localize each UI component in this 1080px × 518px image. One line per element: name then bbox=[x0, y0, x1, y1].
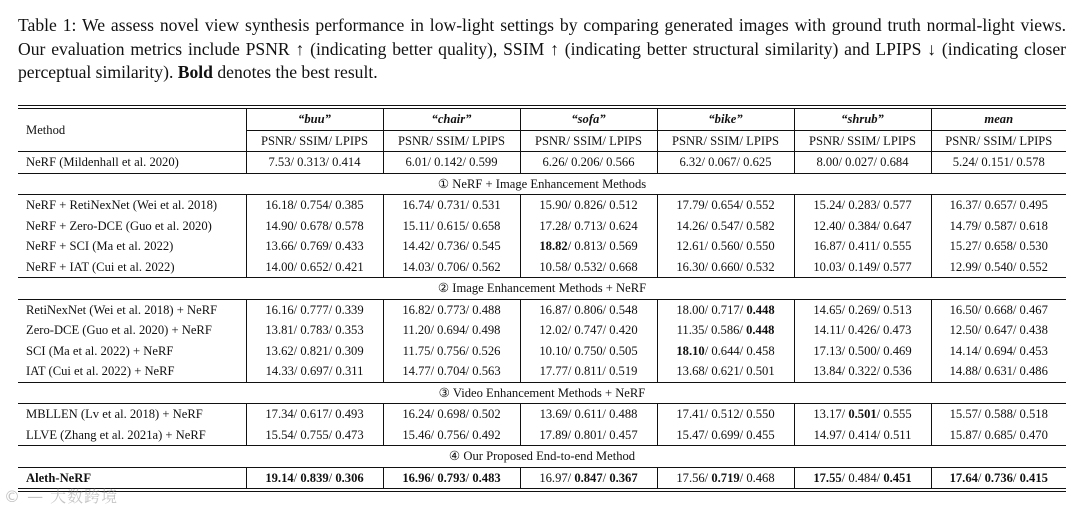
value-segment: 16.18/ 0.754/ 0.385 bbox=[265, 198, 364, 212]
metric-cell bbox=[383, 425, 520, 446]
table-row bbox=[18, 467, 1066, 488]
caption-suffix: denotes the best result. bbox=[212, 62, 378, 82]
table-caption bbox=[18, 14, 1066, 85]
metric-cell bbox=[383, 320, 520, 341]
value-segment: 13.17/ bbox=[813, 407, 849, 421]
value-segment: 10.03/ 0.149/ 0.577 bbox=[813, 259, 912, 274]
value-segment: 16.37/ 0.657/ 0.495 bbox=[949, 198, 1048, 212]
value-segment: 14.00/ 0.652/ 0.421 bbox=[265, 259, 364, 274]
value-segment: / bbox=[1012, 470, 1020, 485]
metric-cell bbox=[794, 299, 931, 320]
metric-cell bbox=[520, 257, 657, 278]
metric-cell bbox=[246, 236, 383, 257]
method-header: Method bbox=[26, 122, 66, 137]
value-segment: 16.87/ 0.411/ 0.555 bbox=[813, 239, 912, 253]
metric-header: PSNR/ SSIM/ LPIPS bbox=[794, 130, 931, 152]
value-segment: 17.56/ bbox=[676, 470, 712, 485]
metric-cell bbox=[657, 425, 794, 446]
metric-cell bbox=[657, 195, 794, 216]
metric-cell bbox=[246, 467, 383, 488]
metric-cell bbox=[246, 361, 383, 382]
value-segment: 11.75/ 0.756/ 0.526 bbox=[402, 343, 501, 358]
metric-cell bbox=[931, 152, 1066, 174]
table-body bbox=[18, 152, 1066, 489]
caption-bold-word: Bold bbox=[177, 62, 213, 82]
scene-header: “bike” bbox=[657, 109, 794, 130]
value-segment: 6.32/ 0.067/ 0.625 bbox=[679, 155, 772, 169]
table-row bbox=[18, 257, 1066, 278]
value-segment: 16.97/ bbox=[539, 470, 575, 485]
value-segment: 14.90/ 0.678/ 0.578 bbox=[265, 218, 364, 233]
best-value: 16.96 bbox=[402, 470, 431, 485]
value-segment: 12.40/ 0.384/ 0.647 bbox=[813, 218, 912, 233]
bottom-double-rule bbox=[18, 488, 1066, 492]
value-segment: 14.88/ 0.631/ 0.486 bbox=[949, 364, 1048, 378]
value-segment: 14.42/ 0.736/ 0.545 bbox=[402, 239, 501, 253]
value-segment: 16.24/ 0.698/ 0.502 bbox=[402, 407, 501, 421]
value-segment: / bbox=[328, 470, 336, 485]
value-segment: 17.79/ 0.654/ 0.552 bbox=[676, 198, 775, 212]
method-name: NeRF + IAT (Cui et al. 2022) bbox=[26, 259, 175, 274]
metric-cell bbox=[246, 404, 383, 425]
metric-cell bbox=[931, 257, 1066, 278]
best-value: 17.55 bbox=[813, 470, 842, 485]
best-value: 0.306 bbox=[335, 470, 364, 485]
metric-cell bbox=[794, 341, 931, 362]
value-segment: 12.99/ 0.540/ 0.552 bbox=[949, 259, 1048, 274]
value-segment: 12.61/ 0.560/ 0.550 bbox=[676, 239, 775, 253]
metric-cell bbox=[657, 216, 794, 237]
metric-cell bbox=[931, 299, 1066, 320]
value-segment: 18.00/ 0.717/ bbox=[676, 302, 747, 317]
value-segment: 14.97/ 0.414/ 0.511 bbox=[813, 427, 912, 442]
table-row bbox=[18, 299, 1066, 320]
metric-cell bbox=[931, 404, 1066, 425]
value-segment: 16.30/ 0.660/ 0.532 bbox=[676, 259, 775, 274]
value-segment: / bbox=[465, 470, 473, 485]
metric-cell bbox=[520, 341, 657, 362]
metric-cell bbox=[246, 195, 383, 216]
value-segment: 17.34/ 0.617/ 0.493 bbox=[265, 407, 364, 421]
scene-header: mean bbox=[931, 109, 1066, 130]
method-name: RetiNexNet (Wei et al. 2018) + NeRF bbox=[18, 299, 246, 320]
value-segment: 6.26/ 0.206/ 0.566 bbox=[542, 155, 635, 169]
best-value: 0.501 bbox=[848, 407, 877, 421]
metric-cell bbox=[931, 216, 1066, 237]
best-value: 0.839 bbox=[300, 470, 329, 485]
value-segment: 12.50/ 0.647/ 0.438 bbox=[949, 323, 1048, 337]
metric-cell bbox=[246, 152, 383, 174]
best-value: 0.793 bbox=[437, 470, 466, 485]
value-segment: 15.47/ 0.699/ 0.455 bbox=[676, 427, 775, 442]
table-row bbox=[18, 320, 1066, 341]
section-title: ④ Our Proposed End-to-end Method bbox=[18, 446, 1066, 468]
method-name: Zero-DCE (Guo et al. 2020) + NeRF bbox=[26, 323, 212, 337]
table-row bbox=[18, 216, 1066, 237]
value-segment: 7.53/ 0.313/ 0.414 bbox=[268, 155, 361, 169]
value-segment: / bbox=[602, 470, 610, 485]
metric-cell bbox=[794, 404, 931, 425]
value-segment: 13.84/ 0.322/ 0.536 bbox=[813, 364, 912, 378]
value-segment: 13.69/ 0.611/ 0.488 bbox=[539, 407, 638, 421]
metric-cell bbox=[794, 195, 931, 216]
method-name: LLVE (Zhang et al. 2021a) + NeRF bbox=[26, 427, 206, 442]
method-name: Aleth-NeRF bbox=[18, 467, 246, 488]
value-segment: 14.79/ 0.587/ 0.618 bbox=[949, 218, 1048, 233]
metric-cell bbox=[383, 152, 520, 174]
method-name: SCI (Ma et al. 2022) + NeRF bbox=[26, 343, 174, 358]
results-table bbox=[18, 109, 1066, 488]
table-row bbox=[18, 425, 1066, 446]
value-segment: 5.24/ 0.151/ 0.578 bbox=[952, 155, 1045, 169]
metric-cell bbox=[246, 320, 383, 341]
metric-cell bbox=[383, 195, 520, 216]
value-segment: 15.11/ 0.615/ 0.658 bbox=[402, 218, 501, 233]
metric-cell bbox=[931, 236, 1066, 257]
metric-cell bbox=[794, 152, 931, 174]
caption-text: Table 1: We assess novel view synthesis performance in low-light settings by comparing generated images with ground truth normal-light views. Our evaluation metrics include PSNR ↑ (indicating better quality), SSIM ↑ (indicating better structural similarity) and LPIPS ↓ (indicating closer perceptual similarity). bbox=[18, 15, 1066, 82]
value-segment: / 0.813/ 0.569 bbox=[567, 239, 638, 253]
value-segment: 14.03/ 0.706/ 0.562 bbox=[402, 259, 501, 274]
value-segment: 16.87/ 0.806/ 0.548 bbox=[539, 302, 638, 317]
metric-cell bbox=[657, 341, 794, 362]
metric-cell bbox=[246, 299, 383, 320]
value-segment: 6.01/ 0.142/ 0.599 bbox=[405, 155, 498, 169]
metric-cell bbox=[383, 257, 520, 278]
value-segment: 17.13/ 0.500/ 0.469 bbox=[813, 343, 912, 358]
value-segment: 14.11/ 0.426/ 0.473 bbox=[813, 323, 912, 337]
best-value: 0.448 bbox=[746, 302, 775, 317]
scene-header: “buu” bbox=[246, 109, 383, 130]
value-segment: 14.26/ 0.547/ 0.582 bbox=[676, 218, 775, 233]
metric-cell bbox=[794, 236, 931, 257]
metric-cell bbox=[794, 425, 931, 446]
metric-cell bbox=[520, 236, 657, 257]
method-name: NeRF + RetiNexNet (Wei et al. 2018) bbox=[18, 195, 246, 216]
value-segment: / 0.555 bbox=[876, 407, 912, 421]
metric-cell bbox=[794, 467, 931, 488]
metric-cell bbox=[246, 257, 383, 278]
value-segment: 13.68/ 0.621/ 0.501 bbox=[676, 364, 775, 378]
metric-cell bbox=[931, 467, 1066, 488]
header-row-scenes bbox=[18, 109, 1066, 130]
metric-cell bbox=[520, 216, 657, 237]
value-segment: / 0.644/ 0.458 bbox=[704, 343, 775, 358]
value-segment: 17.41/ 0.512/ 0.550 bbox=[676, 407, 775, 421]
method-name: NeRF + SCI (Ma et al. 2022) bbox=[26, 239, 174, 253]
value-segment: 13.62/ 0.821/ 0.309 bbox=[265, 343, 364, 358]
metric-cell bbox=[931, 361, 1066, 382]
scene-header: “chair” bbox=[383, 109, 520, 130]
value-segment: 17.89/ 0.801/ 0.457 bbox=[539, 427, 638, 442]
metric-cell bbox=[520, 425, 657, 446]
section-header-row bbox=[18, 278, 1066, 300]
results-table-container bbox=[18, 105, 1066, 492]
metric-cell bbox=[794, 320, 931, 341]
metric-cell bbox=[794, 257, 931, 278]
best-value: 0.451 bbox=[883, 470, 912, 485]
value-segment: 8.00/ 0.027/ 0.684 bbox=[816, 155, 909, 169]
value-segment: / bbox=[293, 470, 301, 485]
table-row bbox=[18, 361, 1066, 382]
metric-cell bbox=[383, 299, 520, 320]
value-segment: 15.57/ 0.588/ 0.518 bbox=[949, 407, 1048, 421]
metric-header: PSNR/ SSIM/ LPIPS bbox=[246, 130, 383, 152]
metric-cell bbox=[520, 195, 657, 216]
metric-cell bbox=[246, 216, 383, 237]
value-segment: / 0.484/ bbox=[841, 470, 884, 485]
metric-cell bbox=[657, 236, 794, 257]
value-segment: 15.24/ 0.283/ 0.577 bbox=[813, 198, 912, 212]
metric-cell bbox=[657, 320, 794, 341]
value-segment: 12.02/ 0.747/ 0.420 bbox=[539, 323, 638, 337]
section-header-row bbox=[18, 382, 1066, 404]
best-value: 0.736 bbox=[984, 470, 1013, 485]
metric-cell bbox=[931, 320, 1066, 341]
metric-cell bbox=[246, 341, 383, 362]
metric-cell bbox=[520, 404, 657, 425]
best-value: 0.847 bbox=[574, 470, 603, 485]
metric-cell bbox=[383, 341, 520, 362]
table-row bbox=[18, 195, 1066, 216]
value-segment: 16.16/ 0.777/ 0.339 bbox=[265, 302, 364, 317]
metric-cell bbox=[657, 467, 794, 488]
table-row bbox=[18, 236, 1066, 257]
metric-cell bbox=[520, 152, 657, 174]
best-value: 0.448 bbox=[746, 323, 775, 337]
value-segment: 16.50/ 0.668/ 0.467 bbox=[949, 302, 1048, 317]
section-header-row bbox=[18, 446, 1066, 468]
section-title: ② Image Enhancement Methods + NeRF bbox=[18, 278, 1066, 300]
metric-cell bbox=[383, 361, 520, 382]
metric-cell bbox=[931, 341, 1066, 362]
scene-header: “sofa” bbox=[520, 109, 657, 130]
value-segment: / 0.468 bbox=[739, 470, 775, 485]
metric-cell bbox=[383, 467, 520, 488]
metric-cell bbox=[931, 425, 1066, 446]
value-segment: 16.82/ 0.773/ 0.488 bbox=[402, 302, 501, 317]
table-row bbox=[18, 152, 1066, 174]
best-value: 0.719 bbox=[711, 470, 740, 485]
metric-cell bbox=[657, 152, 794, 174]
best-value: 18.82 bbox=[539, 239, 568, 253]
metric-header: PSNR/ SSIM/ LPIPS bbox=[931, 130, 1066, 152]
value-segment: 15.54/ 0.755/ 0.473 bbox=[265, 427, 364, 442]
best-value: 17.64 bbox=[949, 470, 978, 485]
section-title: ① NeRF + Image Enhancement Methods bbox=[18, 173, 1066, 195]
best-value: 0.483 bbox=[472, 470, 501, 485]
value-segment: 13.81/ 0.783/ 0.353 bbox=[265, 323, 364, 337]
value-segment: 10.10/ 0.750/ 0.505 bbox=[539, 343, 638, 358]
metric-cell bbox=[383, 404, 520, 425]
best-value: 18.10 bbox=[676, 343, 705, 358]
table-row bbox=[18, 404, 1066, 425]
watermark: © — 大数跨境 bbox=[4, 487, 119, 506]
value-segment: 15.27/ 0.658/ 0.530 bbox=[949, 239, 1048, 253]
best-value: 0.415 bbox=[1019, 470, 1048, 485]
method-name: NeRF + Zero-DCE (Guo et al. 2020) bbox=[26, 218, 212, 233]
method-name: IAT (Cui et al. 2022) + NeRF bbox=[26, 364, 175, 378]
value-segment: / bbox=[977, 470, 985, 485]
value-segment: 13.66/ 0.769/ 0.433 bbox=[265, 239, 364, 253]
value-segment: / bbox=[430, 470, 438, 485]
metric-cell bbox=[383, 236, 520, 257]
metric-cell bbox=[520, 299, 657, 320]
metric-header: PSNR/ SSIM/ LPIPS bbox=[383, 130, 520, 152]
metric-cell bbox=[520, 320, 657, 341]
metric-header: PSNR/ SSIM/ LPIPS bbox=[520, 130, 657, 152]
best-value: 0.367 bbox=[609, 470, 638, 485]
metric-cell bbox=[383, 216, 520, 237]
value-segment: 11.20/ 0.694/ 0.498 bbox=[402, 323, 501, 337]
table-row bbox=[18, 341, 1066, 362]
value-segment: 14.33/ 0.697/ 0.311 bbox=[265, 364, 364, 378]
metric-cell bbox=[246, 425, 383, 446]
method-name: NeRF (Mildenhall et al. 2020) bbox=[18, 152, 246, 174]
metric-cell bbox=[657, 257, 794, 278]
metric-cell bbox=[657, 361, 794, 382]
best-value: 19.14 bbox=[265, 470, 294, 485]
value-segment: 17.77/ 0.811/ 0.519 bbox=[539, 364, 638, 378]
value-segment: 15.87/ 0.685/ 0.470 bbox=[949, 427, 1048, 442]
value-segment: 14.65/ 0.269/ 0.513 bbox=[813, 302, 912, 317]
value-segment: 15.90/ 0.826/ 0.512 bbox=[539, 198, 638, 212]
value-segment: 10.58/ 0.532/ 0.668 bbox=[539, 259, 638, 274]
value-segment: 14.14/ 0.694/ 0.453 bbox=[949, 343, 1048, 358]
value-segment: 16.74/ 0.731/ 0.531 bbox=[402, 198, 501, 212]
section-header-row bbox=[18, 173, 1066, 195]
value-segment: 11.35/ 0.586/ bbox=[676, 323, 747, 337]
metric-cell bbox=[931, 195, 1066, 216]
value-segment: 14.77/ 0.704/ 0.563 bbox=[402, 364, 501, 378]
metric-cell bbox=[520, 467, 657, 488]
metric-cell bbox=[520, 361, 657, 382]
metric-header: PSNR/ SSIM/ LPIPS bbox=[657, 130, 794, 152]
section-title: ③ Video Enhancement Methods + NeRF bbox=[18, 382, 1066, 404]
scene-header: “shrub” bbox=[794, 109, 931, 130]
value-segment: 15.46/ 0.756/ 0.492 bbox=[402, 427, 501, 442]
value-segment: 17.28/ 0.713/ 0.624 bbox=[539, 218, 638, 233]
metric-cell bbox=[794, 361, 931, 382]
metric-cell bbox=[657, 404, 794, 425]
metric-cell bbox=[657, 299, 794, 320]
metric-cell bbox=[794, 216, 931, 237]
method-name: MBLLEN (Lv et al. 2018) + NeRF bbox=[18, 404, 246, 425]
